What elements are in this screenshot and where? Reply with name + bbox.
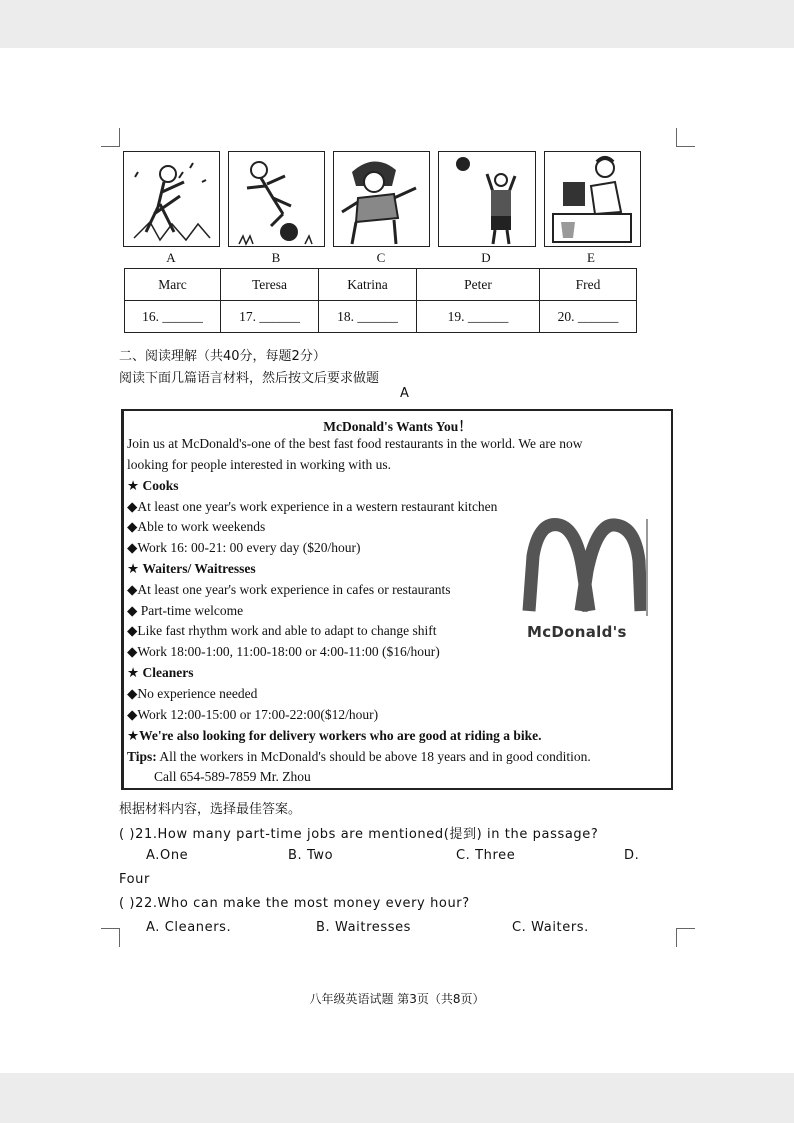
diamond-icon: ◆ (127, 519, 138, 534)
question-22: ( )22.Who can make the most money every hour? (119, 896, 470, 911)
name-cell: Katrina (319, 269, 417, 301)
mcdonalds-ad-box (121, 409, 673, 790)
q21-option-d[interactable]: D. (624, 848, 640, 863)
cooks-line: ◆At least one year's work experience in a western restaurant kitchen (127, 499, 498, 514)
waiters-line: ◆Like fast rhythm work and able to adapt to change shift (127, 623, 437, 638)
q21-option-d-text: Four (119, 872, 150, 887)
diamond-icon: ◆ (127, 623, 138, 638)
star-icon: ★ (127, 561, 140, 576)
q22-option-b[interactable]: B. Waitresses (316, 920, 412, 935)
diamond-icon: ◆ (127, 644, 138, 659)
crop-mark-bottom-left (101, 928, 120, 947)
cleaners-heading: ★ Cleaners (127, 665, 194, 680)
cooks-heading: ★ Cooks (127, 478, 179, 493)
answer-blank[interactable]: 18. ______ (319, 301, 417, 333)
name-cell: Marc (125, 269, 221, 301)
q21-option-b[interactable]: B. Two (288, 848, 334, 863)
waiters-line: ◆At least one year's work experience in cafes or restaurants (127, 582, 451, 597)
star-icon: ★ (127, 728, 140, 743)
cooks-line: ◆Able to work weekends (127, 519, 266, 534)
crop-mark-top-right (676, 128, 695, 147)
picture-letter-e: E (587, 250, 595, 265)
cleaners-line: ◆No experience needed (127, 686, 258, 701)
answer-blank[interactable]: 17. ______ (221, 301, 319, 333)
diamond-icon: ◆ (127, 707, 138, 722)
waiters-heading: ★ Waiters/ Waitresses (127, 561, 256, 576)
crop-mark-bottom-right (676, 928, 695, 947)
passage-letter: A (400, 386, 409, 401)
q21-option-c[interactable]: C. Three (456, 848, 516, 863)
ad-intro-line-2: looking for people interested in working with us. (127, 457, 391, 472)
call-line: Call 654-589-7859 Mr. Zhou (154, 769, 311, 784)
question-21: ( )21.How many part-time jobs are mentioned(提到) in the passage? (119, 827, 599, 842)
question-prompt: 根据材料内容，选择最佳答案。 (119, 802, 302, 817)
guitar-player-icon (123, 151, 220, 247)
table-row-blanks (125, 301, 637, 333)
answer-blank[interactable]: 20. ______ (540, 301, 637, 333)
volleyball-player-icon (438, 151, 536, 247)
answer-blank[interactable]: 16. ______ (125, 301, 221, 333)
waiters-line: ◆ Part-time welcome (127, 603, 244, 618)
computer-user-icon (544, 151, 641, 247)
logo-text: McDonald's (527, 623, 627, 641)
star-icon: ★ (127, 665, 140, 680)
picture-letter-b: B (271, 250, 281, 265)
name-cell: Fred (540, 269, 637, 301)
ad-intro-line-1: Join us at McDonald's-one of the best fast food restaurants in the world. We are now (127, 436, 583, 451)
q22-option-a[interactable]: A. Cleaners. (146, 920, 232, 935)
diamond-icon: ◆ (127, 499, 138, 514)
section-instruction: 阅读下面几篇语言材料，然后按文后要求做题 (119, 371, 380, 386)
crop-mark-top-left (101, 128, 120, 147)
golden-arches-icon (519, 511, 659, 646)
picture-letter-c: C (376, 250, 386, 265)
dancing-girl-icon (333, 151, 430, 247)
diamond-icon: ◆ (127, 603, 138, 618)
soccer-player-icon (228, 151, 325, 247)
picture-letter-a: A (166, 250, 176, 265)
diamond-icon: ◆ (127, 686, 138, 701)
ad-title: McDonald's Wants You！ (323, 419, 472, 434)
q22-option-c[interactable]: C. Waiters. (512, 920, 589, 935)
cleaners-line: ◆Work 12:00-15:00 or 17:00-22:00($12/hour) (127, 707, 379, 722)
picture-letter-d: D (481, 250, 491, 265)
delivery-line: ★We're also looking for delivery workers who are good at riding a bike. (127, 728, 542, 743)
answer-blank[interactable]: 19. ______ (417, 301, 540, 333)
q21-option-a[interactable]: A.One (146, 848, 189, 863)
cooks-line: ◆Work 16: 00-21: 00 every day ($20/hour) (127, 540, 361, 555)
diamond-icon: ◆ (127, 582, 138, 597)
diamond-icon: ◆ (127, 540, 138, 555)
table-row-names (125, 269, 637, 301)
names-answer-table (124, 268, 637, 333)
tips-line: Tips: All the workers in McDonald's should be above 18 years and in good condition. (127, 749, 591, 764)
star-icon: ★ (127, 478, 140, 493)
waiters-line: ◆Work 18:00-1:00, 11:00-18:00 or 4:00-11:00 ($16/hour) (127, 644, 440, 659)
section-heading: 二、阅读理解（共40分，每题2分） (119, 349, 326, 364)
name-cell: Teresa (221, 269, 319, 301)
name-cell: Peter (417, 269, 540, 301)
exam-page (0, 48, 794, 1073)
page-footer: 八年级英语试题 第3页（共8页） (309, 992, 485, 1006)
